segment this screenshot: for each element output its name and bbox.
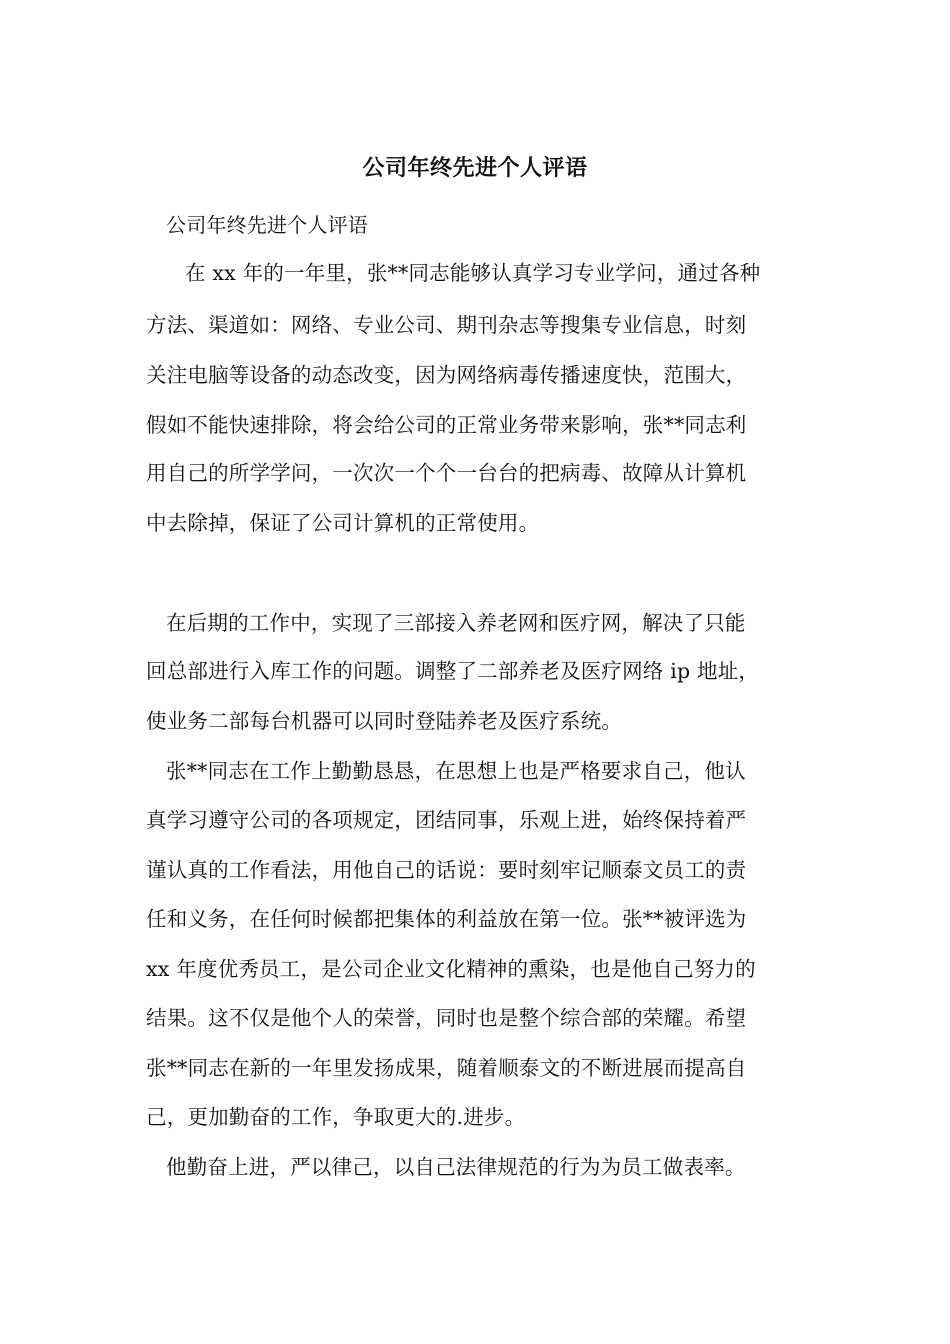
- paragraph-2-line-2: 回总部进行入库工作的问题。调整了二部养老及医疗网络 ip 地址，: [146, 659, 760, 683]
- paragraph-4-line-1: 他勤奋上进，严以律己，以自己法律规范的行为为员工做表率。: [166, 1155, 746, 1179]
- paragraph-1-line-1: 在 xx 年的一年里，张**同志能够认真学习专业学问，通过各种: [185, 261, 761, 285]
- paragraph-3-line-7: 张**同志在新的一年里发扬成果，随着顺泰文的不断进展而提高自: [146, 1056, 747, 1080]
- document-title: 公司年终先进个人评语: [362, 155, 588, 181]
- paragraph-1-line-6: 中去除掉，保证了公司计算机的正常使用。: [146, 511, 540, 535]
- paragraph-1-line-4: 假如不能快速排除，将会给公司的正常业务带来影响，张**同志利: [146, 413, 747, 437]
- document-subtitle: 公司年终先进个人评语: [166, 213, 368, 237]
- paragraph-3-line-4: 任和义务，在任何时候都把集体的利益放在第一位。张**被评选为: [146, 907, 747, 931]
- paragraph-3-line-8: 己，更加勤奋的工作，争取更大的.进步。: [146, 1105, 526, 1129]
- paragraph-3-line-3: 谨认真的工作看法，用他自己的话说：要时刻牢记顺泰文员工的责: [146, 858, 747, 882]
- paragraph-3-line-6: 结果。这不仅是他个人的荣誉，同时也是整个综合部的荣耀。希望: [146, 1006, 747, 1030]
- paragraph-2-line-1: 在后期的工作中，实现了三部接入养老网和医疗网，解决了只能: [166, 611, 746, 635]
- paragraph-1-line-2: 方法、渠道如：网络、专业公司、期刊杂志等搜集专业信息，时刻: [146, 313, 747, 337]
- paragraph-3-line-5: xx 年度优秀员工，是公司企业文化精神的熏染，也是他自己努力的: [146, 957, 756, 981]
- paragraph-1-line-3: 关注电脑等设备的动态改变，因为网络病毒传播速度快，范围大，: [146, 363, 747, 387]
- paragraph-1-line-5: 用自己的所学学问，一次次一个个一台台的把病毒、故障从计算机: [146, 461, 747, 485]
- paragraph-3-line-1: 张**同志在工作上勤勤恳恳，在思想上也是严格要求自己，他认: [166, 759, 746, 783]
- paragraph-2-line-3: 使业务二部每台机器可以同时登陆养老及医疗系统。: [146, 709, 623, 733]
- paragraph-3-line-2: 真学习遵守公司的各项规定，团结同事，乐观上进，始终保持着严: [146, 808, 747, 832]
